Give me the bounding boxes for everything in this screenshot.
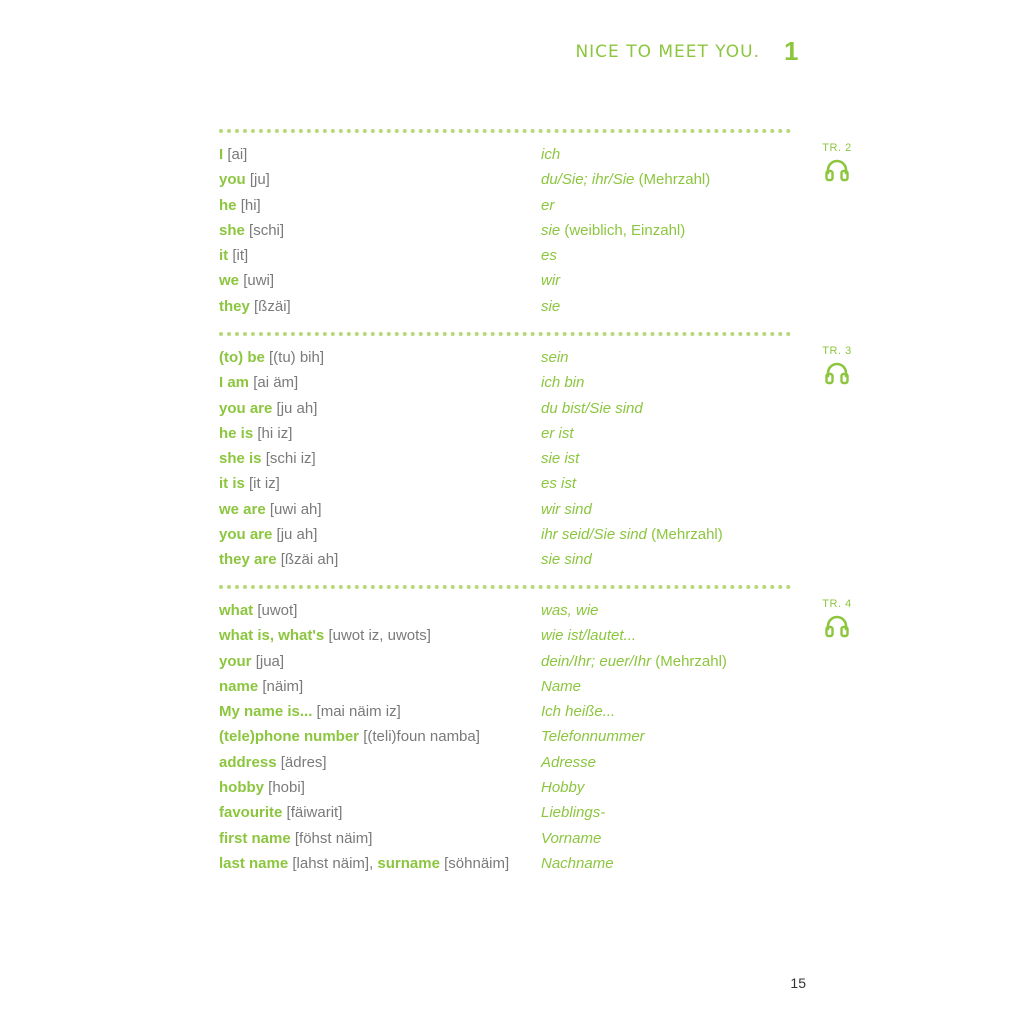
pronunciation: [hobi] [268,779,305,797]
english-term: you are [219,399,273,417]
audio-track-4[interactable] [812,598,862,638]
english-term: you [219,171,246,189]
vocab-section-to-be [219,348,799,576]
pronunciation: [uwi ah] [269,500,322,518]
english-term: she [219,221,245,239]
german-term: du/Sie; ihr/Sie [541,171,635,189]
english-term: name [219,677,259,695]
german-translation [541,677,581,697]
german-translation [541,196,554,216]
vocab-row [219,677,799,702]
pronunciation: [jua] [255,652,285,670]
vocab-row [219,145,799,170]
english-entry [219,550,338,570]
german-translation [541,778,584,798]
german-translation [541,854,614,874]
vocab-row [219,500,799,525]
english-term: we are [219,500,266,518]
german-translation [541,348,569,368]
english-entry [219,652,284,672]
pronunciation: [ai äm] [253,374,299,392]
vocab-row [219,626,799,651]
vocab-row [219,854,799,879]
pronunciation: [söhnäim] [444,854,510,872]
english-entry [219,196,261,216]
german-term: ich [541,146,561,163]
pronunciation: [(tu) bih] [269,349,325,366]
english-term: (tele)phone number [219,728,360,746]
english-entry [219,170,270,190]
page-number: 15 [790,975,806,991]
english-entry [219,803,342,823]
track-label: TR. 3 [822,345,852,357]
german-translation [541,145,560,165]
german-translation [541,702,615,722]
german-translation [541,221,685,241]
pronunciation: [uwot] [257,602,298,619]
german-term: sie ist [541,450,580,468]
english-entry [219,753,327,773]
english-term: I [219,146,224,163]
german-term: wie ist/lautet... [541,627,637,645]
pronunciation: [föhst näim] [294,829,373,847]
pronunciation: [ju] [249,171,270,189]
german-term: sie sind [541,551,592,569]
vocab-row [219,601,799,626]
dotted-divider [219,585,791,589]
pronunciation: [näim] [262,677,304,695]
pronunciation: [ju ah] [276,399,318,417]
english-term: (to) be [219,349,265,366]
vocab-row [219,170,799,195]
german-translation [541,500,592,520]
pronunciation: [it] [232,247,249,265]
german-term: Telefonnummer [541,728,645,746]
german-term: Name [541,677,582,695]
chapter-title: NICE TO MEET YOU. [575,42,760,62]
german-term: er [541,196,555,214]
audio-track-2[interactable] [812,142,862,182]
track-label: TR. 4 [822,598,852,610]
vocab-row [219,525,799,550]
english-term: My name is... [219,703,313,721]
track-label: TR. 2 [822,142,852,154]
english-term: address [219,753,277,771]
vocab-row [219,348,799,373]
german-translation [541,246,557,266]
english-entry [219,854,509,874]
german-translation [541,753,596,773]
english-entry [219,145,247,165]
pronunciation: [schi] [249,221,285,239]
german-term: Adresse [541,753,597,771]
vocab-row [219,803,799,828]
audio-track-3[interactable] [812,345,862,385]
german-term: ich bin [541,374,585,392]
german-translation [541,373,584,393]
english-entry [219,778,305,798]
german-translation [541,803,605,823]
german-translation [541,271,560,291]
vocab-row [219,753,799,778]
headphones-icon [824,158,850,182]
german-translation [541,626,636,646]
english-term: what is, what's [219,627,325,645]
pronunciation: [uwi] [243,272,275,290]
german-translation [541,550,592,570]
vocab-row [219,196,799,221]
english-entry [219,626,431,646]
german-note: (Mehrzahl) [655,652,727,670]
english-term: she is [219,450,262,468]
vocab-section-names [219,601,799,879]
english-term: first name [219,829,291,847]
pronunciation: [fäiwarit] [286,804,343,822]
german-term: wir [541,272,561,290]
vocab-row [219,297,799,322]
chapter-number: 1 [784,36,799,66]
pronunciation: [uwot iz, uwots] [328,627,431,645]
german-term: sie [541,221,561,239]
german-translation [541,829,601,849]
english-term: it is [219,475,245,493]
german-translation [541,297,560,317]
german-translation [541,601,599,621]
english-term: they are [219,551,277,569]
german-note: (Mehrzahl) [651,526,723,544]
english-term: what [219,602,254,619]
vocab-row [219,474,799,499]
english-entry [219,221,284,241]
german-translation [541,170,710,190]
headphones-icon [824,361,850,385]
vocab-row [219,829,799,854]
english-term: last name [219,854,289,872]
vocab-row [219,778,799,803]
vocab-row [219,424,799,449]
english-term: surname [377,854,440,872]
german-term: Lieblings- [541,804,606,822]
english-entry [219,601,297,621]
english-entry [219,399,317,419]
pronunciation: [(teli)foun namba] [363,728,480,746]
pronunciation: [schi iz] [265,450,316,468]
german-term: Hobby [541,779,585,797]
pronunciation: [hi] [240,196,261,214]
english-entry [219,348,324,368]
vocab-row [219,550,799,575]
english-entry [219,474,280,494]
pronunciation: [ädres] [280,753,327,771]
vocab-row [219,727,799,752]
german-translation [541,727,645,747]
vocab-row [219,652,799,677]
german-term: sein [541,349,569,366]
english-entry [219,829,372,849]
english-term: I am [219,374,250,392]
english-entry [219,677,303,697]
german-translation [541,525,723,545]
english-term: favourite [219,804,283,822]
german-term: du bist/Sie sind [541,399,643,417]
english-term: he is [219,424,254,442]
german-note: (weiblich, Einzahl) [564,221,686,239]
german-term: es ist [541,475,577,493]
english-entry [219,424,292,444]
pronunciation: [ai] [227,146,248,163]
pronunciation: [ju ah] [276,526,318,544]
english-term: it [219,247,229,265]
english-entry [219,449,316,469]
vocab-row [219,702,799,727]
german-term: es [541,247,557,265]
pronunciation: [hi iz] [257,424,293,442]
dotted-divider [219,129,791,133]
vocab-section-pronouns [219,145,799,322]
pronunciation: [it iz] [249,475,280,493]
german-note: (Mehrzahl) [638,171,711,189]
english-term: we [219,272,240,290]
german-translation [541,424,574,444]
english-entry [219,500,322,520]
vocab-row [219,246,799,271]
english-term: hobby [219,779,264,797]
german-translation [541,399,643,419]
german-term: sie [541,297,561,315]
english-entry [219,702,401,722]
german-term: was, wie [541,602,599,619]
vocab-row [219,449,799,474]
english-entry [219,525,317,545]
headphones-icon [824,614,850,638]
pronunciation: [ßzäi] [254,297,291,315]
english-entry [219,727,480,747]
english-term: your [219,652,252,670]
german-term: er ist [541,424,574,442]
pronunciation: [ßzäi ah] [280,551,339,569]
english-entry [219,246,248,266]
pronunciation: [lahst näim], [292,854,374,872]
german-term: dein/Ihr; euer/Ihr [541,652,652,670]
vocab-row [219,271,799,296]
pronunciation: [mai näim iz] [316,703,401,721]
german-term: wir sind [541,500,592,518]
english-term: they [219,297,250,315]
german-term: ihr seid/Sie sind [541,526,647,544]
vocab-row [219,399,799,424]
vocab-row [219,221,799,246]
english-term: he [219,196,237,214]
english-entry [219,373,298,393]
german-translation [541,449,579,469]
dotted-divider [219,332,791,336]
german-translation [541,474,576,494]
english-entry [219,297,291,317]
english-entry [219,271,274,291]
vocab-row [219,373,799,398]
german-term: Ich heiße... [541,703,616,721]
german-term: Nachname [541,854,614,872]
german-translation [541,652,727,672]
english-term: you are [219,526,273,544]
german-term: Vorname [541,829,602,847]
